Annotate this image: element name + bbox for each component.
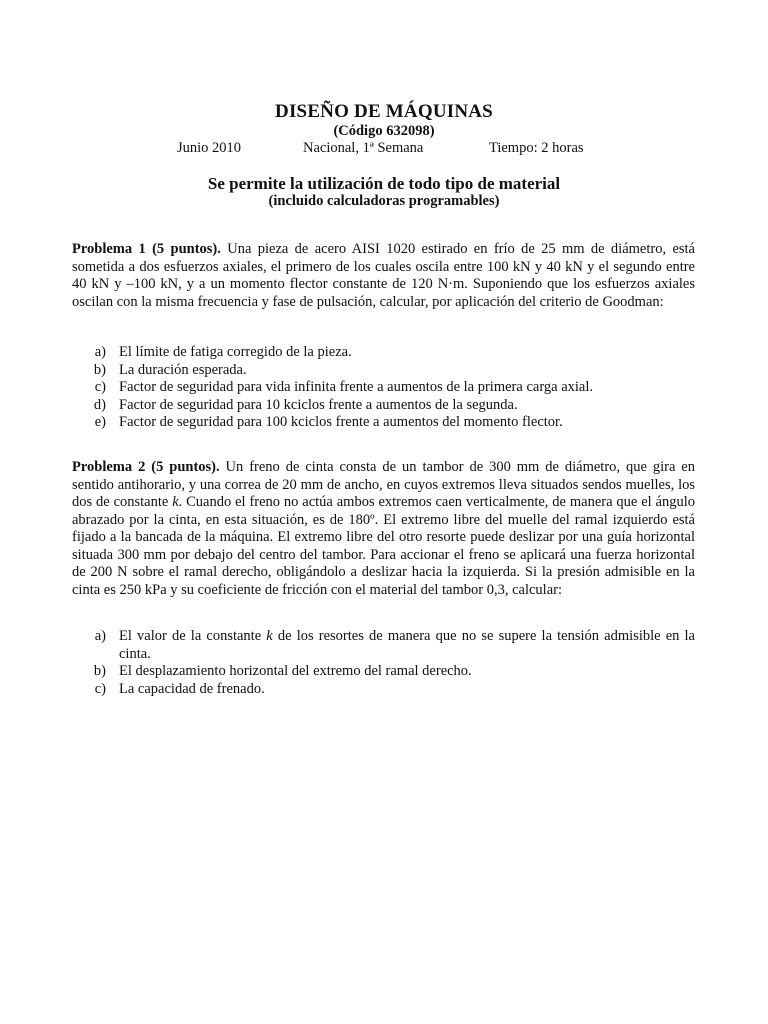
question-item xyxy=(72,362,695,380)
question-text: Factor de seguridad para 10 kciclos frente a aumentos de la segunda. xyxy=(119,396,518,413)
problem-1-questions xyxy=(72,344,695,432)
question-text: El límite de fatiga corregido de la pieza. xyxy=(119,344,352,360)
problem-2-text-a: Un freno de cinta consta de un tambor de 300 mm de diámetro, que gira en sentido antihorario, y una correa de 20 mm de ancho, en cuyos extremos lleva situados sendos muelles, los dos de constante xyxy=(72,459,695,510)
problem-2-text-b: . Cuando el freno no actúa ambos extremos caen verticalmente, de manera que el ángulo abrazado por la cinta, en esta situación, es de 180º. El extremo libre del muelle del ramal izquierdo está fijado a la bancada de la máquina. El extremo libre del otro resorte puede deslizar por una guía horizontal situada 300 mm por debajo del centro del tambor. Para accionar el freno se aplicará una fuerza horizontal de 200 N sobre el ramal derecho, obligándolo a deslizar hacia la izquierda. Si la presión admisible en la cinta es 250 kPa y su coeficiente de fricción con el material del tambor 0,3, calcular: xyxy=(72,494,695,598)
question-item xyxy=(72,663,695,681)
question-item xyxy=(72,681,695,699)
question-label: b) xyxy=(93,361,106,378)
question-text-post: de los resortes de manera que no se supere la tensión admisible en la cinta. xyxy=(119,628,695,662)
question-text-pre: El valor de la constante xyxy=(119,628,267,644)
question-label: e) xyxy=(94,414,106,430)
materials-notice: Se permite la utilización de todo tipo de material xyxy=(207,174,561,193)
question-text: Factor de seguridad para 100 kciclos frente a aumentos del momento flector. xyxy=(119,414,563,430)
problem-1-text: Una pieza de acero AISI 1020 estirado en frío de 25 mm de diámetro, está sometida a dos esfuerzos axiales, el primero de los cuales oscila entre 100 kN y 40 kN y el segundo entre 40 kN y –100 kN, y a un momento flector constante de 120 N·m. Suponiendo que los esfuerzos axiales oscilan con la misma frecuencia y fase de pulsación, calcular, por aplicación del criterio de Goodman: xyxy=(72,241,695,310)
spring-constant-symbol: k xyxy=(266,628,273,644)
exam-title: DISEÑO DE MÁQUINAS xyxy=(275,101,493,122)
problem-1-label: Problema 1 (5 puntos). xyxy=(72,241,221,257)
exam-time: Tiempo: 2 horas xyxy=(489,140,584,156)
problem-2-label: Problema 2 (5 puntos). xyxy=(72,459,220,475)
question-item xyxy=(72,344,695,362)
question-text: Factor de seguridad para vida infinita frente a aumentos de la primera carga axial. xyxy=(119,379,593,395)
question-label: b) xyxy=(93,663,106,679)
problem-1-statement xyxy=(72,241,695,311)
problem-2-questions xyxy=(72,628,695,698)
question-item xyxy=(72,414,695,432)
question-label: c) xyxy=(94,379,106,395)
course-code: (Código 632098) xyxy=(333,123,435,139)
exam-convocatoria: Nacional, 1ª Semana xyxy=(303,140,424,156)
question-label: d) xyxy=(93,396,106,413)
question-item xyxy=(72,379,695,397)
question-text: La capacidad de frenado. xyxy=(119,680,265,697)
materials-notice-sub: (incluido calculadoras programables) xyxy=(268,193,500,209)
spring-constant-symbol: k xyxy=(172,494,179,510)
question-item xyxy=(72,628,695,663)
question-item xyxy=(72,397,695,415)
question-label: c) xyxy=(94,680,106,697)
question-text: El desplazamiento horizontal del extremo del ramal derecho. xyxy=(119,663,472,679)
question-text: La duración esperada. xyxy=(119,361,247,378)
question-label: a) xyxy=(94,344,106,360)
question-label: a) xyxy=(94,628,106,644)
exam-date: Junio 2010 xyxy=(177,140,242,156)
problem-2-statement xyxy=(72,459,695,599)
